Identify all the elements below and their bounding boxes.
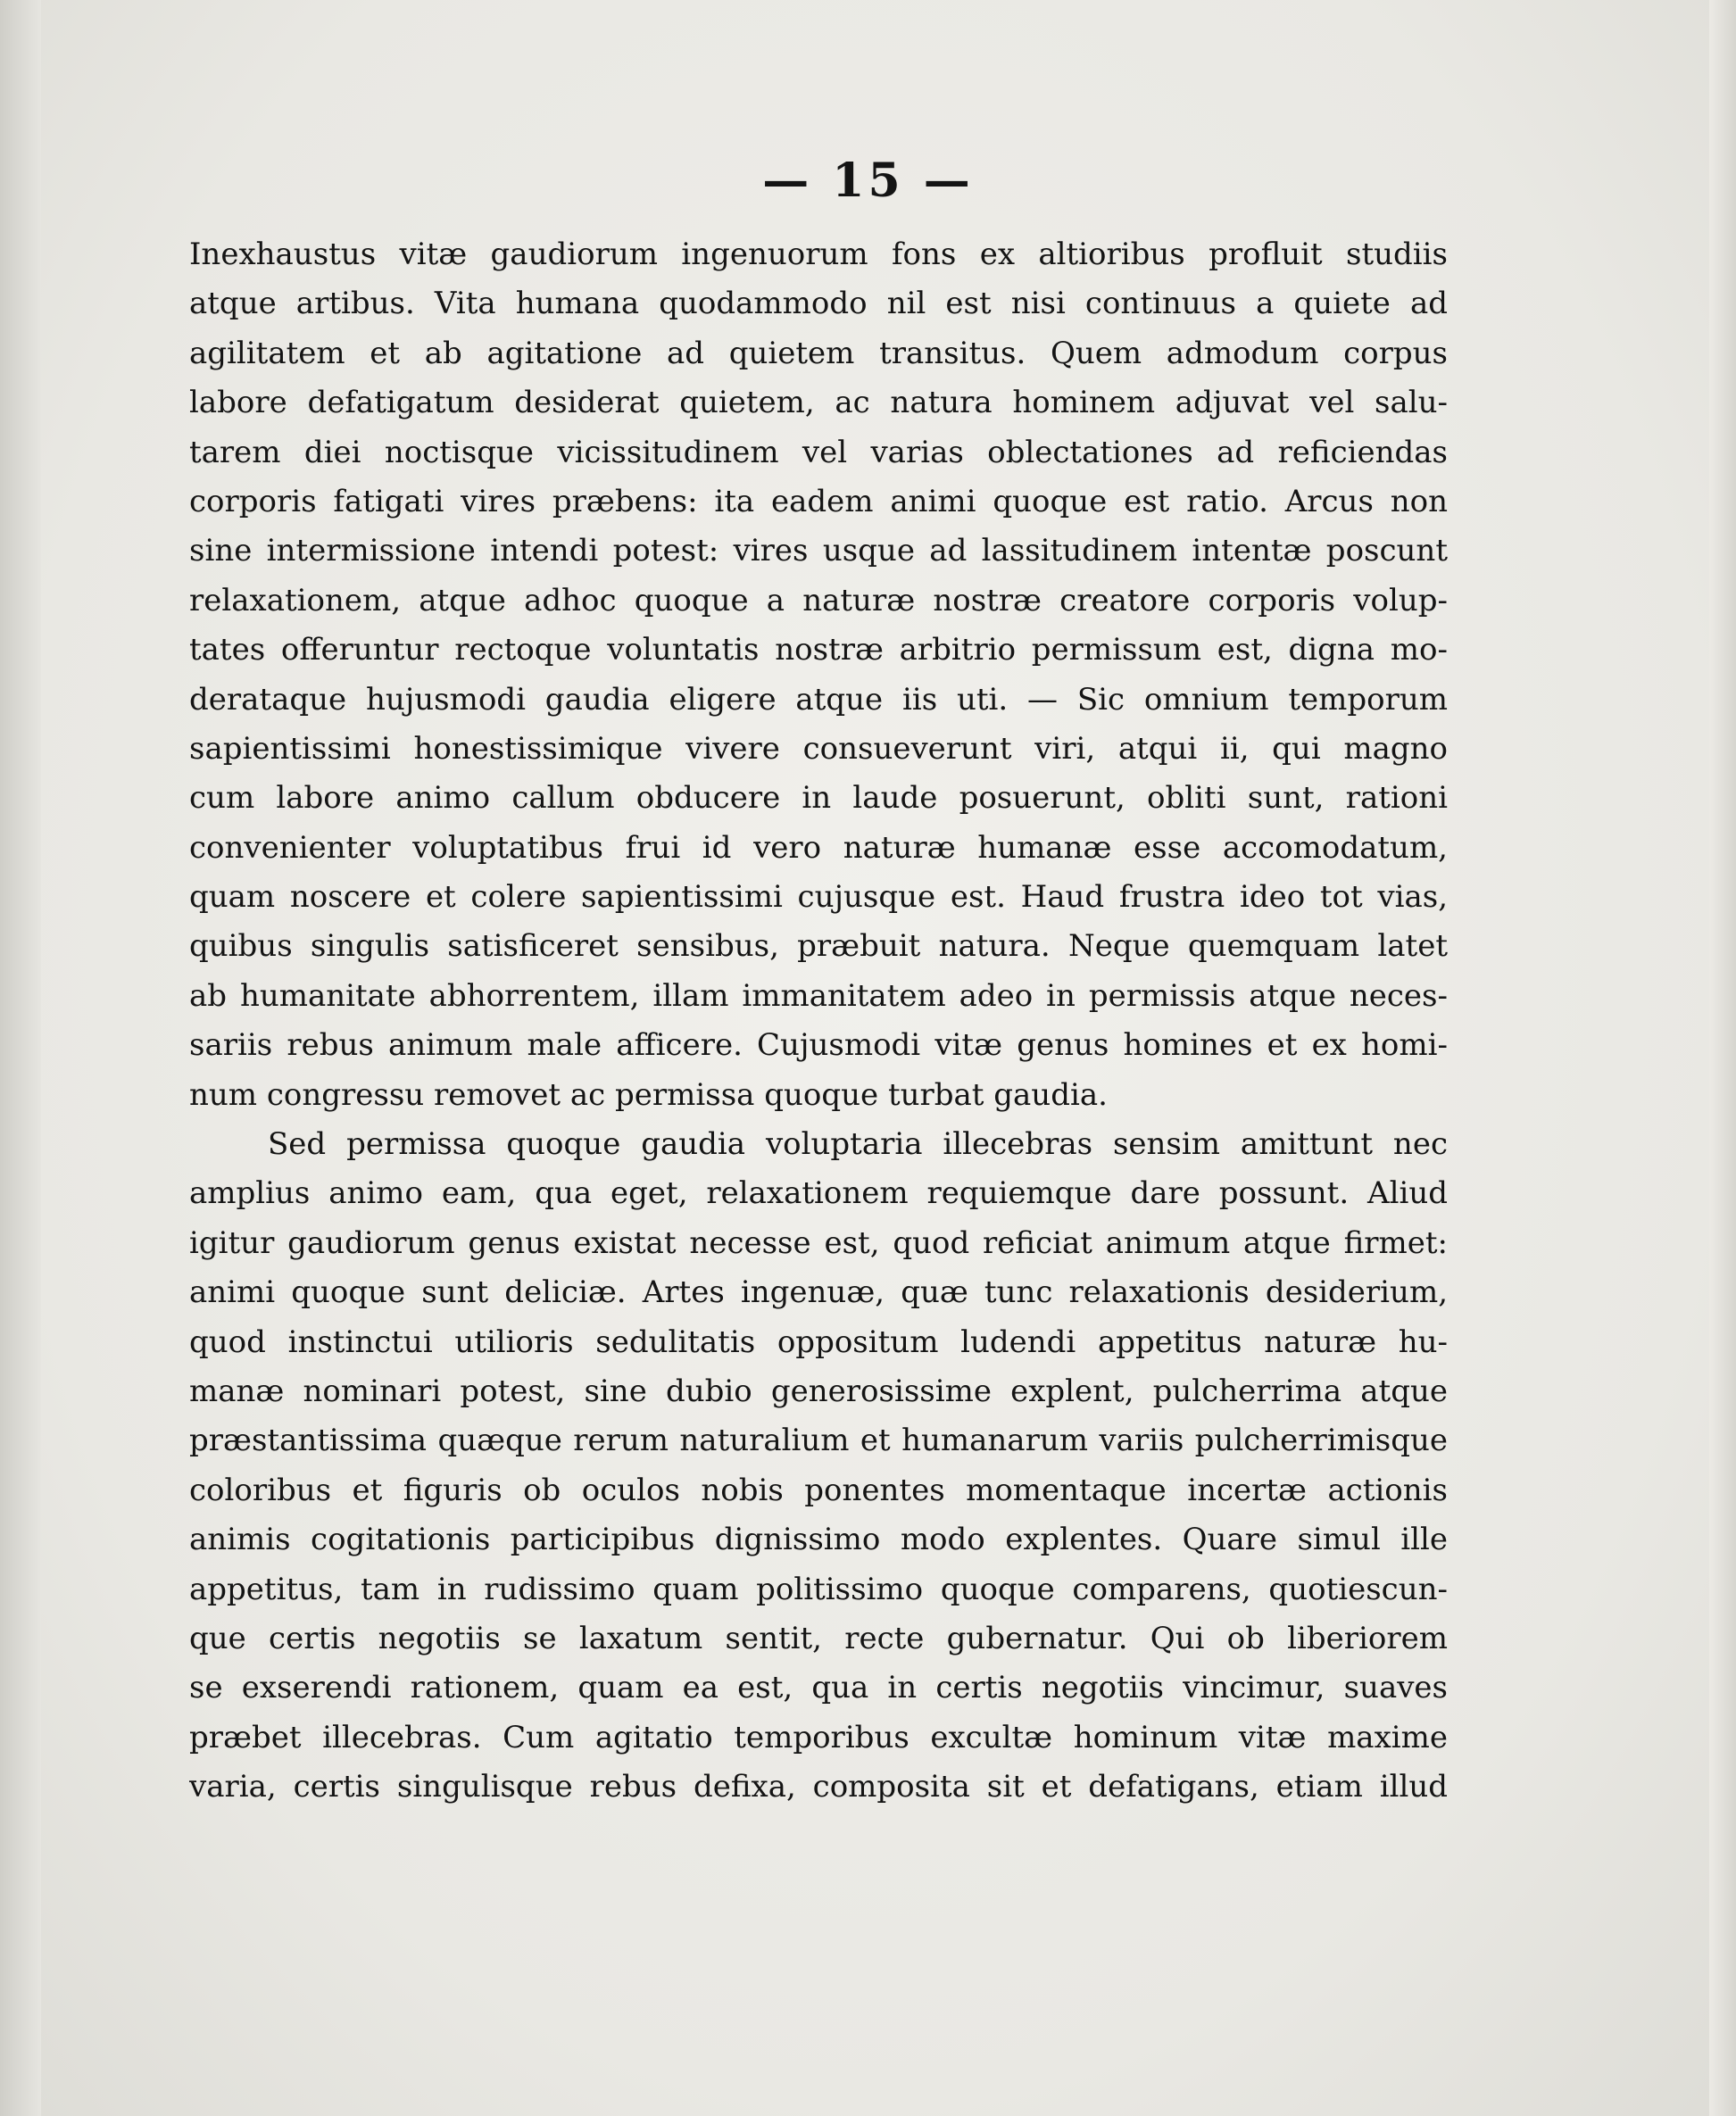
text-line: animis cogitationis participibus dignissimo modo explentes. Quare simul ille [189, 1522, 1448, 1558]
page-gutter-shadow [0, 0, 41, 2116]
text-line: amplius animo eam, qua eget, relaxationem requiemque dare possunt. Aliud [189, 1175, 1448, 1212]
text-line: animi quoque sunt deliciæ. Artes ingenuæ, quæ tunc relaxationis desiderium, [189, 1274, 1448, 1311]
text-line: quibus singulis satisficeret sensibus, præbuit natura. Neque quemquam latet [189, 928, 1448, 965]
text-line: sapientissimi honestissimique vivere consueverunt viri, atqui ii, qui magno [189, 730, 1448, 767]
text-line: Inexhaustus vitæ gaudiorum ingenuorum fons ex altioribus profluit studiis [189, 236, 1448, 272]
text-line: corporis fatigati vires præbens: ita eadem animi quoque est ratio. Arcus non [189, 483, 1448, 519]
body-text [189, 230, 1448, 1813]
text-line: coloribus et figuris ob oculos nobis ponentes momentaque incertæ actionis [189, 1472, 1448, 1508]
text-line: atque artibus. Vita humana quodammodo nil est nisi continuus a quiete ad [189, 286, 1448, 322]
text-line: que certis negotiis se laxatum sentit, recte gubernatur. Qui ob liberiorem [189, 1620, 1448, 1656]
text-line: igitur gaudiorum genus existat necesse est, quod reficiat animum atque firmet: [189, 1224, 1448, 1261]
text-line: quam noscere et colere sapientissimi cujusque est. Haud frustra ideo tot vias, [189, 879, 1448, 916]
paragraph-2 [189, 1120, 1448, 1812]
text-line: agilitatem et ab agitatione ad quietem transitus. Quem admodum corpus [189, 335, 1448, 371]
page-edge-shadow [1709, 0, 1736, 2116]
text-line: derataque hujusmodi gaudia eligere atque iis uti. — Sic omnium temporum [189, 681, 1448, 718]
text-line: sariis rebus animum male afficere. Cujusmodi vitæ genus homines et ex homi- [189, 1027, 1448, 1064]
text-line: tates offeruntur rectoque voluntatis nostræ arbitrio permissum est, digna mo- [189, 632, 1448, 668]
text-line: labore defatigatum desiderat quietem, ac natura hominem adjuvat vel salu- [189, 385, 1448, 421]
text-line: num congressu removet ac permissa quoque turbat gaudia. [189, 1076, 1108, 1113]
text-line: tarem diei noctisque vicissitudinem vel varias oblectationes ad reficiendas [189, 434, 1448, 470]
text-line: Sed permissa quoque gaudia voluptaria illecebras sensim amittunt nec [268, 1126, 1448, 1163]
text-line: convenienter voluptatibus frui id vero naturæ humanæ esse accomodatum, [189, 829, 1448, 866]
text-line: præstantissima quæque rerum naturalium et humanarum variis pulcherrimisque [189, 1423, 1448, 1459]
paragraph-1 [189, 230, 1448, 1120]
text-line: ab humanitate abhorrentem, illam immanitatem adeo in permissis atque neces- [189, 977, 1448, 1014]
page-number: — 15 — [762, 154, 974, 208]
text-line: varia, certis singulisque rebus defixa, composita sit et defatigans, etiam illud [189, 1769, 1448, 1805]
text-line: appetitus, tam in rudissimo quam politissimo quoque comparens, quotiescun- [189, 1571, 1448, 1607]
text-line: quod instinctui utilioris sedulitatis oppositum ludendi appetitus naturæ hu- [189, 1324, 1448, 1360]
text-line: cum labore animo callum obducere in laude posuerunt, obliti sunt, rationi [189, 780, 1448, 817]
text-line: præbet illecebras. Cum agitatio temporibus excultæ hominum vitæ maxime [189, 1719, 1448, 1755]
text-line: sine intermissione intendi potest: vires usque ad lassitudinem intentæ poscunt [189, 533, 1448, 569]
text-line: manæ nominari potest, sine dubio generosissime explent, pulcherrima atque [189, 1373, 1448, 1409]
text-line: se exserendi rationem, quam ea est, qua in certis negotiis vincimur, suaves [189, 1670, 1448, 1706]
text-line: relaxationem, atque adhoc quoque a naturæ nostræ creatore corporis volup- [189, 582, 1448, 618]
